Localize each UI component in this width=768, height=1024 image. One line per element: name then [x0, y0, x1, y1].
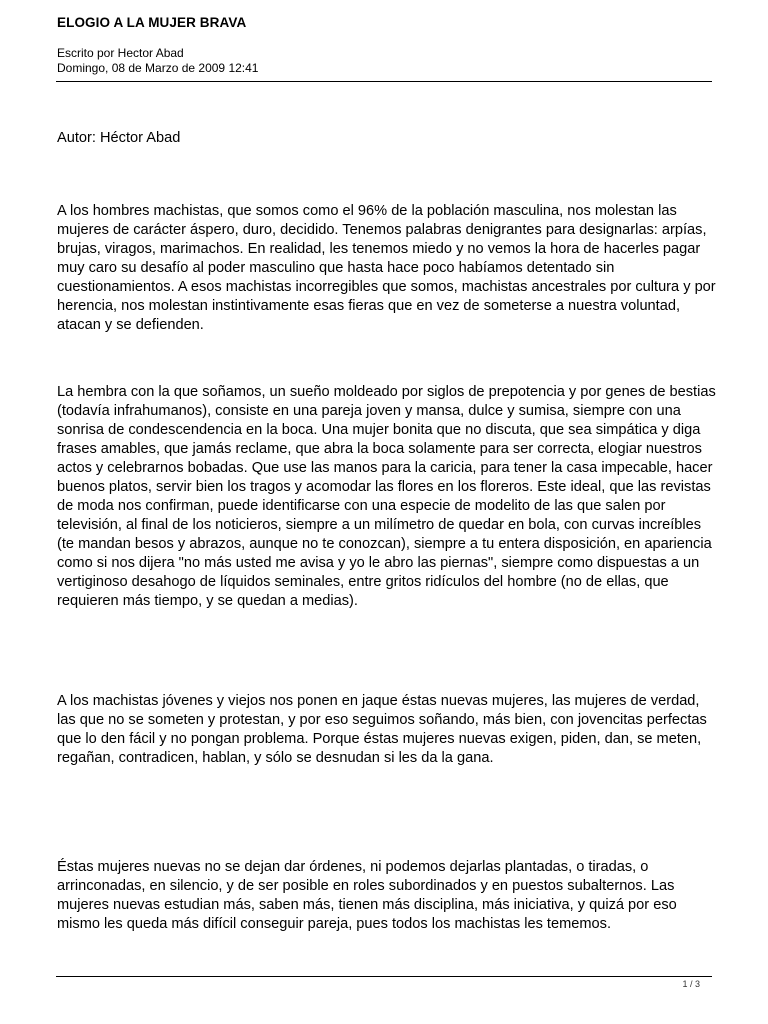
publish-date: Domingo, 08 de Marzo de 2009 12:41: [57, 61, 259, 75]
article-title: ELOGIO A LA MUJER BRAVA: [57, 15, 247, 30]
paragraph-1: A los hombres machistas, que somos como el 96% de la población masculina, nos molestan las mujeres de carácter áspero, duro, decidido. Tenemos palabras denigrantes para designarlas: arpías, brujas, viragos, marimachos. En realidad, les tenemos miedo y no vemos la hora de hacerles pagar muy caro su desafío al poder masculino que hasta hace poco habíamos detentado sin cuestionamientos. A esos machistas incorregibles que somos, machistas ancestrales por cultura y por herencia, nos molestan instintivamente esas fieras que en vez de someterse a nuestra voluntad, atacan y se defienden.: [57, 203, 716, 333]
paragraph-3: A los machistas jóvenes y viejos nos ponen en jaque éstas nuevas mujeres, las mujeres de verdad, las que no se someten y protestan, y por eso seguimos soñando, más bien, con jovencitas perfectas que lo den fácil y no pongan problema. Porque éstas mujeres nuevas exigen, piden, dan, se meten, regañan, contradicen, hablan, y sólo se desnudan si les da la gana.: [57, 693, 707, 766]
paragraph-4: Éstas mujeres nuevas no se dejan dar órdenes, ni podemos dejarlas plantadas, o tiradas, o arrinconadas, en silencio, y de ser posible en roles subordinados y en puestos subalternos. Las mujeres nuevas estudian más, saben más, tienen más disciplina, más iniciativa, y quizá por eso mismo les queda más difícil conseguir pareja, pues todos los machistas les tememos.: [57, 859, 677, 932]
page-number: 1 / 3: [682, 979, 700, 989]
article-meta: [57, 46, 258, 76]
author-line: Autor: Héctor Abad: [57, 130, 181, 146]
written-by: Escrito por Hector Abad: [57, 46, 184, 60]
footer-divider: [56, 976, 712, 977]
header-divider: [56, 81, 712, 82]
paragraph-2: La hembra con la que soñamos, un sueño moldeado por siglos de prepotencia y por genes de bestias (todavía infrahumanos), consiste en una pareja joven y mansa, dulce y sumisa, siempre con una sonrisa de condescendencia en la boca. Una mujer bonita que no discuta, que sea simpática y diga frases amables, que jamás reclame, que abra la boca solamente para ser correcta, elogiar nuestros actos y celebrarnos bobadas. Que use las manos para la caricia, para tener la casa impecable, hacer buenos platos, servir bien los tragos y acomodar las flores en los floreros. Este ideal, que las revistas de moda nos confirman, puede identificarse con una especie de modelito de las que salen por televisión, al final de los noticieros, siempre a un milímetro de quedar en bola, con curvas increíbles (te mandan besos y abrazos, aunque no te conozcan), siempre a tu entera disposición, en apariencia como si nos dijera "no más usted me avisa y yo le abro las piernas", siempre como dispuestas a un vertiginoso desahogo de líquidos seminales, entre gritos ridículos del hombre (no de ellas, que requieren más tiempo, y se quedan a medias).: [57, 384, 716, 609]
